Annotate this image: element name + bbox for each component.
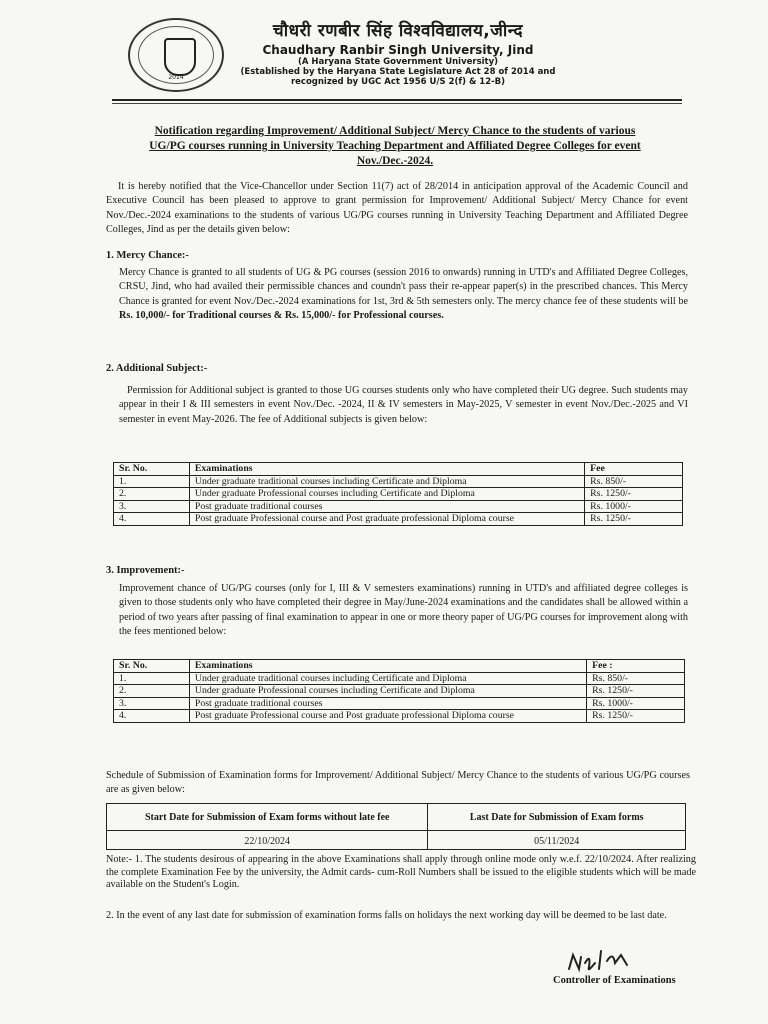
- row-exam: Under graduate traditional courses including Certificate and Diploma: [189, 475, 584, 488]
- signatory-designation: Controller of Examinations: [553, 975, 676, 986]
- row-fee: Rs. 1250/-: [587, 710, 685, 723]
- row-exam: Post graduate Professional course and Post graduate professional Diploma course: [189, 710, 586, 723]
- table-header-row: [114, 660, 685, 673]
- row-fee: Rs. 850/-: [587, 672, 685, 685]
- mercy-fee-text: Rs. 10,000/- for Traditional courses & Rs. 15,000/- for Professional courses.: [119, 309, 444, 321]
- row-srno: 1.: [114, 475, 190, 488]
- row-exam: Under graduate traditional courses including Certificate and Diploma: [189, 672, 586, 685]
- intro-paragraph: It is hereby notified that the Vice-Chancellor under Section 11(7) act of 28/2014 in anticipation approval of the Academic Council and Executive Council has been pleased to approve to grant permission for Improvement/ Additional Subject/ Mercy Chance for event Nov./Dec.-2024 examinations to the students of various UG/PG courses running in University Teaching Department and Affiliated Degree Colleges, Jind as per the details given below:: [106, 181, 688, 235]
- table-row: [114, 710, 685, 723]
- col-srno: Sr. No.: [114, 660, 190, 673]
- additional-heading: 2. Additional Subject:-: [106, 363, 208, 374]
- letterhead: [228, 18, 568, 87]
- row-srno: 2.: [114, 685, 190, 698]
- row-fee: Rs. 1250/-: [587, 685, 685, 698]
- schedule-table: [106, 803, 686, 850]
- row-srno: 1.: [114, 672, 190, 685]
- table-row: [107, 831, 686, 850]
- row-exam: Under graduate Professional courses including Certificate and Diploma: [189, 488, 584, 501]
- mercy-paragraph: [119, 266, 688, 323]
- header-divider-thin: [112, 103, 682, 104]
- schedule-intro: Schedule of Submission of Examination forms for Improvement/ Additional Subject/ Mercy Chance to the students of various UG/PG courses are as given below:: [106, 770, 690, 796]
- letterhead-sub3: recognized by UGC Act 1956 U/S 2(f) & 12-B): [290, 77, 506, 87]
- col-start-date: Start Date for Submission of Exam forms without late fee: [107, 804, 428, 831]
- improvement-paragraph: Improvement chance of UG/PG courses (only for I, III & V semesters examinations) running in UTD's and affiliated degree colleges is given to those students only who have completed their degree in May/June-2024 examinations and the candidates shall be allowed within a period of two years after passing of final examination to appear in one or more theory paper of UG/PG courses for improvement along with the fees mentioned below:: [119, 583, 688, 637]
- table-row: [114, 488, 683, 501]
- table-row: [114, 685, 685, 698]
- row-srno: 3.: [114, 697, 190, 710]
- letterhead-sub1: (A Haryana State Government University): [297, 57, 499, 67]
- title-line-1: Notification regarding Improvement/ Additional Subject/ Mercy Chance to the students of various: [154, 125, 636, 137]
- row-fee: Rs. 1000/-: [587, 697, 685, 710]
- row-fee: Rs. 1000/-: [585, 500, 683, 513]
- row-fee: Rs. 1250/-: [585, 513, 683, 526]
- signature-icon: [565, 945, 645, 975]
- table-row: [114, 500, 683, 513]
- improvement-fee-table: [113, 659, 685, 723]
- row-exam: Post graduate traditional courses: [189, 500, 584, 513]
- logo-emblem-icon: [164, 38, 196, 76]
- mercy-text: Mercy Chance is granted to all students of UG & PG courses (session 2016 to onwards) running in UTD's and Affiliated Degree Colleges, CRSU, Jind, who had availed their permissible chances and coundn't pass their re-appear paper(s) in the prescribed chances. This Mercy Chance is granted for event Nov./Dec.-2024 examinations for 1st, 3rd & 5th semesters only. The mercy chance fee of these students will be: [119, 267, 688, 307]
- university-name-hindi: चौधरी रणबीर सिंह विश्वविद्यालय,जीन्द: [272, 21, 524, 41]
- col-last-date: Last Date for Submission of Exam forms: [428, 804, 686, 831]
- col-srno: Sr. No.: [114, 463, 190, 476]
- table-row: [114, 513, 683, 526]
- row-exam: Post graduate Professional course and Post graduate professional Diploma course: [189, 513, 584, 526]
- row-exam: Post graduate traditional courses: [189, 697, 586, 710]
- note-1: Note:- 1. The students desirous of appearing in the above Examinations shall apply through online mode only w.e.f. 22/10/2024. After realizing the complete Examination Fee by the university, the Admit cards- cum-Roll Numbers shall be issued to the eligible students which will be made available on the Student's Login.: [106, 854, 696, 890]
- notification-title: [100, 124, 690, 169]
- mercy-heading: 1. Mercy Chance:-: [106, 250, 189, 261]
- row-fee: Rs. 850/-: [585, 475, 683, 488]
- col-fee: Fee :: [587, 660, 685, 673]
- last-date-value: 05/11/2024: [428, 831, 686, 850]
- table-header-row: [114, 463, 683, 476]
- letterhead-sub2: (Established by the Haryana State Legislature Act 28 of 2014 and: [240, 67, 556, 77]
- col-fee: Fee: [585, 463, 683, 476]
- title-line-3: Nov./Dec.-2024.: [356, 155, 434, 167]
- row-srno: 2.: [114, 488, 190, 501]
- row-srno: 3.: [114, 500, 190, 513]
- table-row: [114, 475, 683, 488]
- title-line-2: UG/PG courses running in University Teaching Department and Affiliated Degree Colleges for event: [149, 140, 641, 152]
- note-2: 2. In the event of any last date for submission of examination forms falls on holidays the next working day will be deemed to be last date.: [106, 910, 667, 921]
- row-srno: 4.: [114, 513, 190, 526]
- university-name-english: Chaudhary Ranbir Singh University, Jind: [262, 43, 534, 57]
- additional-paragraph: Permission for Additional subject is granted to those UG courses students only who have completed their UG degree. Such students may appear in their I & III semesters in event Nov./Dec. -2024, II & IV semesters in May-2025, V semester in event Nov./Dec.-2025 and VI semester in event May-2026. The fee of Additional subjects is given below:: [119, 385, 688, 425]
- start-date-value: 22/10/2024: [107, 831, 428, 850]
- improvement-heading: 3. Improvement:-: [106, 565, 185, 576]
- row-fee: Rs. 1250/-: [585, 488, 683, 501]
- table-row: [114, 697, 685, 710]
- additional-fee-table: [113, 462, 683, 526]
- header-divider: [112, 99, 682, 101]
- row-srno: 4.: [114, 710, 190, 723]
- col-examinations: Examinations: [189, 463, 584, 476]
- col-examinations: Examinations: [189, 660, 586, 673]
- university-logo: [128, 18, 224, 92]
- table-header-row: [107, 804, 686, 831]
- logo-year: 2014: [168, 74, 184, 81]
- row-exam: Under graduate Professional courses including Certificate and Diploma: [189, 685, 586, 698]
- table-row: [114, 672, 685, 685]
